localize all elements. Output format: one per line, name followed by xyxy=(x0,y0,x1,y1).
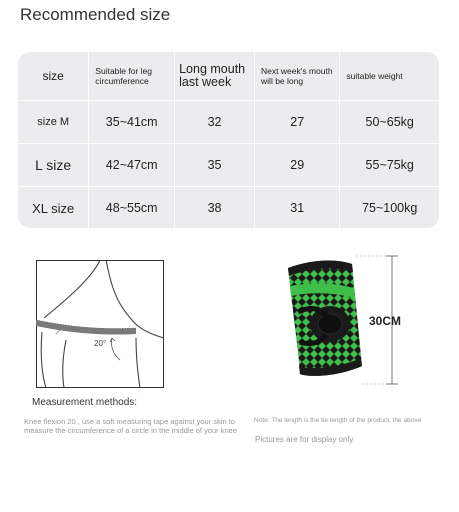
cell-last: 38 xyxy=(175,187,255,230)
cell-next: 27 xyxy=(255,101,340,144)
cell-weight: 50~65kg xyxy=(340,101,439,144)
table-row xyxy=(18,187,439,230)
table-row xyxy=(18,144,439,187)
table-row xyxy=(18,101,439,144)
header-next-week-mouth: Next week's mouth will be long xyxy=(255,52,340,101)
cell-leg: 48~55cm xyxy=(89,187,175,230)
cell-last: 35 xyxy=(175,144,255,187)
header-leg-circumference: Suitable for leg circumference xyxy=(89,52,175,101)
measurement-text: Knee flexion 20 , use a soft measuring tape against your skin to measure the circumference of a circle in the middle of your knee xyxy=(24,417,238,435)
header-long-mouth-last-week: Long mouth last week xyxy=(175,52,255,101)
header-size: size xyxy=(18,52,89,101)
knee-brace-image xyxy=(270,246,430,386)
cell-size: size M xyxy=(18,101,89,144)
page-title: Recommended size xyxy=(20,5,171,24)
knee-measurement-diagram xyxy=(36,260,164,388)
cell-size: L size xyxy=(18,144,89,187)
cell-weight: 75~100kg xyxy=(362,201,418,215)
length-label: 30CM xyxy=(369,314,402,328)
cell-leg: 42~47cm xyxy=(89,144,175,187)
product-note: Note: The length is the tie length of the product, the above xyxy=(254,417,422,424)
table-header-row xyxy=(18,52,439,101)
size-table-panel xyxy=(18,52,439,228)
measurement-title: Measurement methods: xyxy=(32,397,138,408)
header-suitable-weight: suitable weight xyxy=(340,52,439,101)
angle-label: 20° xyxy=(94,339,107,348)
display-note: Pictures are for display only. xyxy=(255,435,355,444)
cell-last: 32 xyxy=(175,101,255,144)
size-table xyxy=(18,52,439,229)
cell-leg: 35~41cm xyxy=(89,101,175,144)
cell-next: 31 xyxy=(255,187,340,230)
cell-weight: 55~75kg xyxy=(340,144,439,187)
cell-next: 29 xyxy=(255,144,340,187)
cell-size: XL size xyxy=(18,187,89,230)
